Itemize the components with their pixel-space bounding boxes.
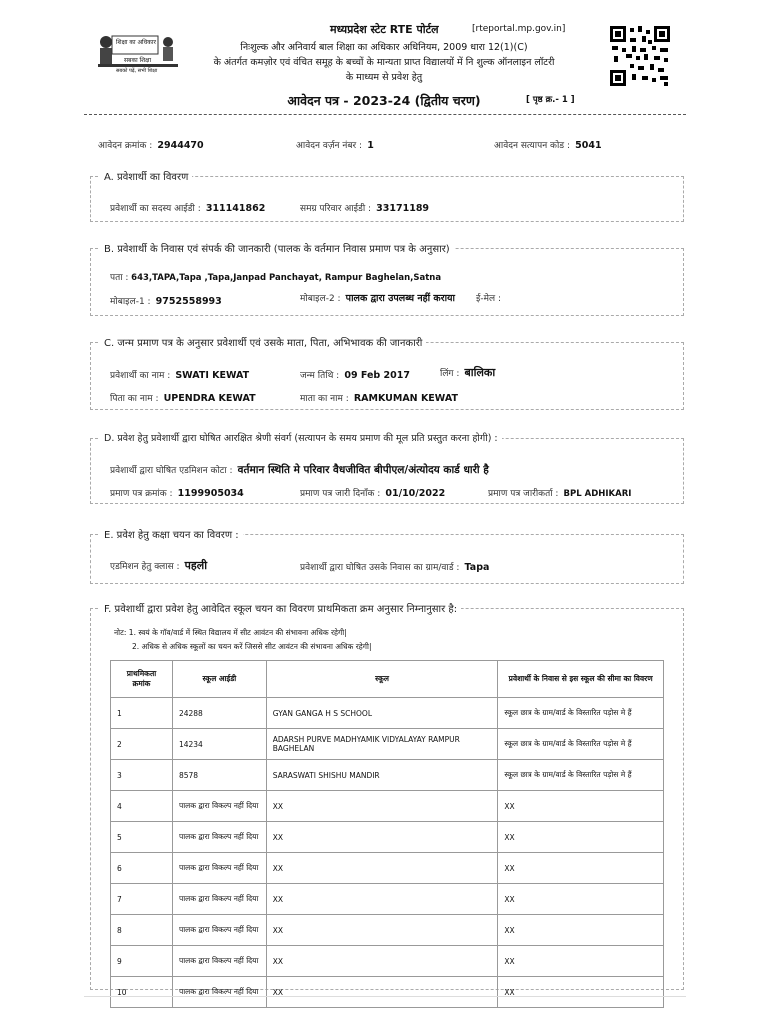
certificate-issuer-value: BPL ADHIKARI [563, 489, 632, 499]
mobile2-label: मोबाइल-2 : [300, 294, 341, 304]
class-field [110, 554, 207, 573]
cell-school-id: पालक द्वारा विकल्प नहीं दिया [172, 915, 266, 946]
mobile1-label: मोबाइल-1 : [110, 297, 151, 307]
header-priority: प्राथमिकता क्रमांक [111, 661, 173, 698]
section-e-title: E. प्रवेश हेतु कक्षा चयन का विवरण : [100, 527, 243, 541]
cell-school-id: पालक द्वारा विकल्प नहीं दिया [172, 946, 266, 977]
logo-text-2: सबका शिक्षा [124, 57, 152, 64]
father-name-field [110, 386, 256, 405]
logo-text-1: शिक्षा का अधिकार [116, 39, 156, 46]
class-value: पहली [184, 559, 208, 572]
mobile2-value: पालक द्वारा उपलब्ध नहीं कराया [345, 293, 456, 304]
gender-label: लिंग : [440, 369, 460, 379]
header [0, 0, 768, 96]
portal-url[interactable]: [rteportal.mp.gov.in] [472, 24, 566, 34]
school-choice-table [110, 660, 664, 1008]
section-d-title: D. प्रवेश हेतु प्रवेशार्थी द्वारा घोषित आरक्षित श्रेणी संवर्ग (सत्यापन के समय प्रमाण की मूल प्रति प्रस्तुत करना होगी) : [100, 431, 502, 444]
certificate-number-value: 1199905034 [177, 488, 244, 499]
qr-code-icon [608, 24, 672, 88]
header-line-2: के अंतर्गत कमज़ोर एवं वंचित समूह के बच्चों के मान्यता प्राप्त विद्यालयों में नि शुल्क ऑनलाइन लॉटरी [213, 57, 555, 68]
dob-label: जन्म तिथि : [300, 371, 340, 381]
cell-school-id: पालक द्वारा विकल्प नहीं दिया [172, 977, 266, 1008]
cell-priority: 1 [111, 698, 173, 729]
cell-distance: स्कूल छात्र के ग्राम/वार्ड के विस्तारित पड़ोस मे हैं [498, 729, 664, 760]
cell-school-id: पालक द्वारा विकल्प नहीं दिया [172, 822, 266, 853]
table-header-row [111, 661, 664, 698]
cell-priority: 6 [111, 853, 173, 884]
table-row [111, 822, 664, 853]
cell-school-name: XX [266, 977, 498, 1008]
cell-priority: 9 [111, 946, 173, 977]
note-1: नोट: 1. स्वयं के गॉव/वार्ड में स्थित विद्यालय में सीट आवंटन की संभावना अधिक रहेगी| [114, 628, 347, 637]
member-id-field [110, 196, 265, 215]
certificate-date-field [300, 481, 445, 500]
page-number: [ पृष्ठ क्र.- 1 ] [526, 95, 575, 105]
cell-school-id: पालक द्वारा विकल्प नहीं दिया [172, 791, 266, 822]
certificate-number-field [110, 481, 244, 500]
cell-school-name: GYAN GANGA H S SCHOOL [266, 698, 498, 729]
cell-school-id: 24288 [172, 698, 266, 729]
gender-value: बालिका [464, 366, 496, 379]
quota-value: वर्तमान स्थिति मे परिवार वैधजीवित बीपीएल/अंत्योदय कार्ड धारी है [237, 464, 489, 476]
application-number-value: 2944470 [157, 140, 204, 151]
cell-distance: XX [498, 915, 664, 946]
qr-code [608, 24, 672, 88]
mobile2-field [300, 286, 455, 305]
student-name-field [110, 363, 249, 382]
cell-distance: XX [498, 946, 664, 977]
portal-title: मध्यप्रदेश स्टेट RTE पोर्टल [330, 23, 439, 36]
cell-school-name: XX [266, 946, 498, 977]
table-row [111, 853, 664, 884]
cell-distance: स्कूल छात्र के ग्राम/वार्ड के विस्तारित पड़ोस मे हैं [498, 760, 664, 791]
quota-label: प्रवेशार्थी द्वारा घोषित एडमिशन कोटा : [110, 466, 233, 476]
cell-priority: 4 [111, 791, 173, 822]
version-number-label: आवेदन वर्ज़न नंबर : [296, 141, 363, 151]
quota-field [110, 458, 489, 477]
version-number-value: 1 [367, 140, 374, 151]
header-school: स्कूल [266, 661, 498, 698]
header-line-1: निःशुल्क और अनिवार्य बाल शिक्षा का अधिकार अधिनियम, 2009 धारा 12(1)(C) [240, 42, 528, 53]
cell-priority: 10 [111, 977, 173, 1008]
cell-school-id: पालक द्वारा विकल्प नहीं दिया [172, 884, 266, 915]
cell-school-name: XX [266, 791, 498, 822]
email-field [476, 286, 501, 305]
cell-school-name: XX [266, 915, 498, 946]
cell-school-name: ADARSH PURVE MADHYAMIK VIDYALAYAY RAMPUR BAGHELAN [266, 729, 498, 760]
cell-priority: 5 [111, 822, 173, 853]
mother-name-field [300, 386, 458, 405]
table-row [111, 698, 664, 729]
section-b-title: B. प्रवेशार्थी के निवास एवं संपर्क की जानकारी (पालक के वर्तमान निवास प्रमाण पत्र के अनुसार) [100, 241, 454, 255]
cell-distance: XX [498, 791, 664, 822]
member-id-label: प्रवेशार्थी का सदस्य आईडी : [110, 204, 201, 214]
certificate-date-value: 01/10/2022 [385, 488, 446, 499]
email-label: ई-मेल : [476, 294, 502, 304]
dob-field [300, 363, 410, 382]
gender-field [440, 361, 495, 380]
village-value: Tapa [464, 562, 490, 573]
note-2: 2. अधिक से अधिक स्कूलों का चयन करें जिससे सीट आवंटन की संभावना अधिक रहेगी| [132, 642, 372, 651]
section-c-title: C. जन्म प्रमाण पत्र के अनुसार प्रवेशार्थी एवं उसके माता, पिता, अभिभावक की जानकारी [100, 335, 426, 349]
header-distance: प्रवेशार्थी के निवास से इस स्कूल की सीमा का विवरण [498, 661, 664, 698]
header-divider [84, 114, 686, 115]
cell-distance: XX [498, 884, 664, 915]
cell-distance: XX [498, 822, 664, 853]
cell-school-name: XX [266, 884, 498, 915]
cell-school-name: XX [266, 853, 498, 884]
cell-priority: 8 [111, 915, 173, 946]
cell-school-id: 14234 [172, 729, 266, 760]
address-value: 643,TAPA,Tapa ,Tapa,Janpad Panchayat, Rampur Baghelan,Satna [131, 273, 442, 283]
application-number-field [98, 133, 204, 152]
section-a-title: A. प्रवेशार्थी का विवरण [100, 169, 192, 183]
cell-school-id: 8578 [172, 760, 266, 791]
mother-name-value: RAMKUMAN KEWAT [353, 393, 458, 404]
mother-name-label: माता का नाम : [300, 394, 349, 404]
cell-distance: स्कूल छात्र के ग्राम/वार्ड के विस्तारित पड़ोस मे हैं [498, 698, 664, 729]
student-name-label: प्रवेशार्थी का नाम : [110, 371, 171, 381]
cell-school-name: SARASWATI SHISHU MANDIR [266, 760, 498, 791]
village-field [300, 555, 489, 574]
student-name-value: SWATI KEWAT [175, 370, 250, 381]
version-number-field [296, 133, 374, 152]
table-row [111, 729, 664, 760]
header-line-3: के माध्यम से प्रवेश हेतु [345, 72, 423, 83]
family-id-label: समग्र परिवार आईडी : [300, 204, 372, 214]
application-number-label: आवेदन क्रमांक : [98, 141, 153, 151]
form-title: आवेदन पत्र - 2023-24 (द्वितीय चरण) [287, 93, 481, 108]
logo-text-3: सबको पढ़ें, सभी शिक्षा [116, 68, 158, 74]
family-id-field [300, 196, 429, 215]
verification-code-label: आवेदन सत्यापन कोड : [494, 141, 571, 151]
certificate-issuer-label: प्रमाण पत्र जारीकर्ता : [488, 489, 559, 499]
certificate-issuer-field [488, 481, 631, 500]
table-row [111, 946, 664, 977]
verification-code-field [494, 133, 602, 152]
mobile1-value: 9752558993 [155, 296, 222, 307]
cell-priority: 3 [111, 760, 173, 791]
certificate-number-label: प्रमाण पत्र क्रमांक : [110, 489, 173, 499]
village-label: प्रवेशार्थी द्वारा घोषित उसके निवास का ग्राम/वार्ड : [300, 563, 460, 573]
cell-school-name: XX [266, 822, 498, 853]
table-body [111, 698, 664, 1008]
certificate-date-label: प्रमाण पत्र जारी दिनाँक : [300, 489, 381, 499]
dob-value: 09 Feb 2017 [344, 370, 410, 381]
cell-distance: XX [498, 977, 664, 1008]
header-school-id: स्कूल आईडी [172, 661, 266, 698]
table-row [111, 760, 664, 791]
verification-code-value: 5041 [575, 140, 602, 151]
cell-priority: 7 [111, 884, 173, 915]
footer-divider [84, 996, 686, 997]
address-label: पता : [110, 273, 129, 283]
cell-distance: XX [498, 853, 664, 884]
member-id-value: 311141862 [205, 203, 266, 214]
section-f-title: F. प्रवेशार्थी द्वारा प्रवेश हेतु आवेदित स्कूल चयन का विवरण प्राथमिकता क्रम अनुसार निम्नानुसार है: [100, 601, 461, 615]
family-id-value: 33171189 [376, 203, 430, 214]
mobile1-field [110, 289, 222, 308]
father-name-value: UPENDRA KEWAT [163, 393, 256, 404]
table-row [111, 915, 664, 946]
table-row [111, 977, 664, 1008]
cell-priority: 2 [111, 729, 173, 760]
address-field [110, 270, 441, 283]
father-name-label: पिता का नाम : [110, 394, 159, 404]
class-label: एडमिशन हेतु क्लास : [110, 562, 180, 572]
table-row [111, 791, 664, 822]
table-row [111, 884, 664, 915]
cell-school-id: पालक द्वारा विकल्प नहीं दिया [172, 853, 266, 884]
